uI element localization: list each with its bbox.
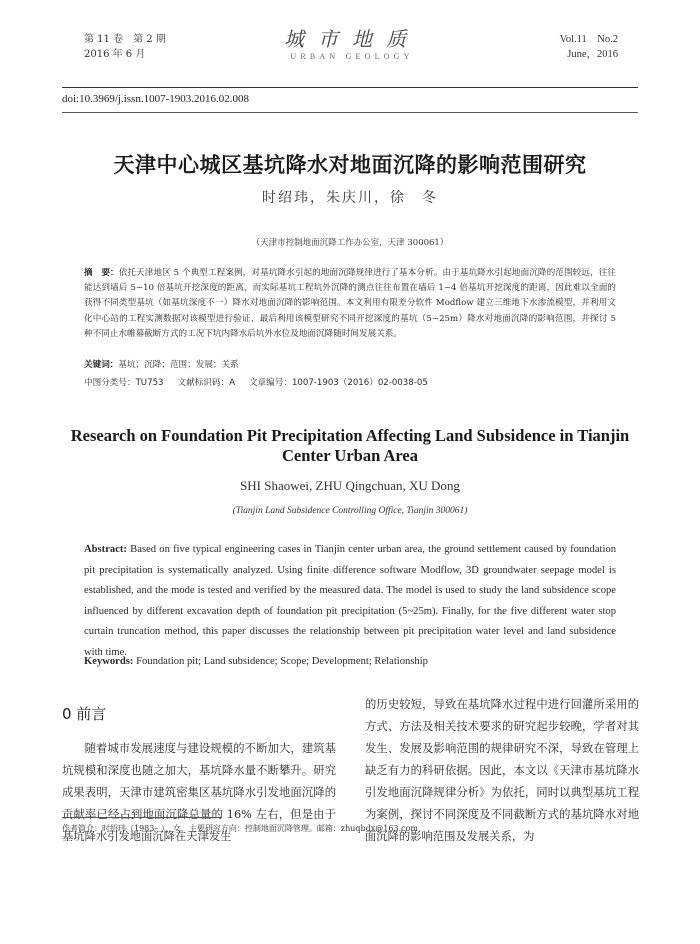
paper-title-en: Research on Foundation Pit Precipitation Affecting Land Subsidence in Tianjin Center Urban Area (70, 426, 630, 465)
body-column-right: 的历史较短，导致在基坑降水过程中进行回灌所采用的方式、方法及相关技术要求的研究起步较晚，学者对其发生、发展及影响范围的规律研究不深，导致在管理上缺乏有力的科研依据。因此，本文以《天津市基坑降水引发地面沉降规律分析》为依托，同时以典型基坑工程为案例，探讨不同深度及不同截断方式的基坑降水对地面沉降的影响范围及发展关系，为 (365, 698, 639, 843)
abstract-cn (84, 266, 616, 342)
paper-title-cn: 天津中心城区基坑降水对地面沉降的影响范围研究 (113, 153, 587, 177)
authors-cn: 时绍玮，朱庆川，徐 冬 (262, 190, 438, 206)
abstract-cn-text: 依托天津地区 5 个典型工程案例，对基坑降水引起的地面沉降规律进行了基本分析。由于基坑降水引起地面沉降的范围较远，往往能达到墙后 5~10 倍基坑开挖深度的距离，而实际基坑工程坑外沉降的测点往往布置在墙后 1~4 倍基坑开挖深度的距离，因此难以全面的获得不同类型基坑（如基坑深度不一）降水对地面沉降的影响范围。本文利用有限差分软件 Modflow 建立三维地下水渗流模型，并利用文化中心站的工程实测数据对该模型进行验证，最后利用该模型研究不同开挖深度的基坑（5~25m）降水对地面沉降的影响范围，并探讨 5 种不同止水帷幕截断方式的工况下坑内降水后坑外水位及地面沉降随时间发展关系。 (84, 268, 616, 339)
clc-number: 中图分类号：TU753 (84, 378, 164, 388)
journal-issue-en (560, 32, 618, 62)
author-footnote: 作者简介：时绍玮（1983– ），女，主要研究方向：控制地面沉降管理。邮箱：zhuqbdx@163.com (62, 824, 418, 833)
abstract-cn-label: 摘 要： (84, 268, 119, 278)
abstract-en-label: Abstract: (84, 544, 127, 555)
issue-date-cn: 2016 年 6 月 (84, 49, 146, 60)
journal-logo (272, 26, 432, 62)
keywords-en-text: Foundation pit; Land subsidence; Scope; Development; Relationship (136, 656, 428, 667)
keywords-en-label: Keywords: (84, 656, 134, 667)
issue-date-en: June，2016 (567, 49, 618, 60)
journal-logo-cn: 城市地质 (284, 27, 420, 51)
keywords-cn (84, 358, 239, 370)
journal-logo-en: URBAN GEOLOGY (290, 52, 414, 61)
keywords-cn-label: 关键词： (84, 360, 119, 370)
issue-volume-en: Vol.11 No.2 (559, 34, 618, 45)
abstract-en (84, 540, 616, 663)
affiliation-cn: （天津市控制地面沉降工作办公室，天津 300061） (251, 238, 449, 248)
journal-issue-cn (84, 32, 166, 62)
issue-volume-cn: 第 11 卷 第 2 期 (84, 34, 166, 45)
footnote-divider (62, 817, 222, 818)
body-column-left: 随着城市发展速度与建设规模的不断加大，建筑基坑规模和深度也随之加大，基坑降水量不断攀升。研究成果表明，天津市建筑密集区基坑降水引发地面沉降的贡献率已经占到地面沉降总量的 16% 左右，但是由于基坑降水引发地面沉降在天津发生 (62, 742, 336, 843)
keywords-cn-text: 基坑；沉降；范围；发展；关系 (118, 360, 239, 370)
classification-cn (84, 376, 442, 388)
doi[interactable]: doi:10.3969/j.issn.1007-1903.2016.02.008 (62, 93, 250, 105)
abstract-en-text: Based on five typical engineering cases in Tianjin center urban area, the ground settlement caused by foundation pit precipitation is systematically analyzed. Using finite difference software Modflow, 3D groundwater seepage model is established, and the mode is tested and verified by the measured data. The model is used to study the land subsidence scope influenced by different excavation depth of foundation pit precipitation (5~25m). Finally, for the five different water stop curtain truncation method, this paper discusses the relationship between pit precipitation water level and land subsidence with time. (84, 544, 616, 658)
article-number: 文章编号：1007-1903（2016）02-0038-05 (248, 378, 428, 388)
header-divider (62, 87, 638, 88)
section-heading: 0 前言 (62, 705, 107, 723)
affiliation-en: (Tianjin Land Subsidence Controlling Office, Tianjin 300061) (232, 506, 468, 516)
keywords-en (84, 656, 428, 667)
document-code: 文献标识码：A (177, 378, 235, 388)
authors-en: SHI Shaowei, ZHU Qingchuan, XU Dong (240, 478, 460, 493)
doi-divider (62, 112, 638, 113)
